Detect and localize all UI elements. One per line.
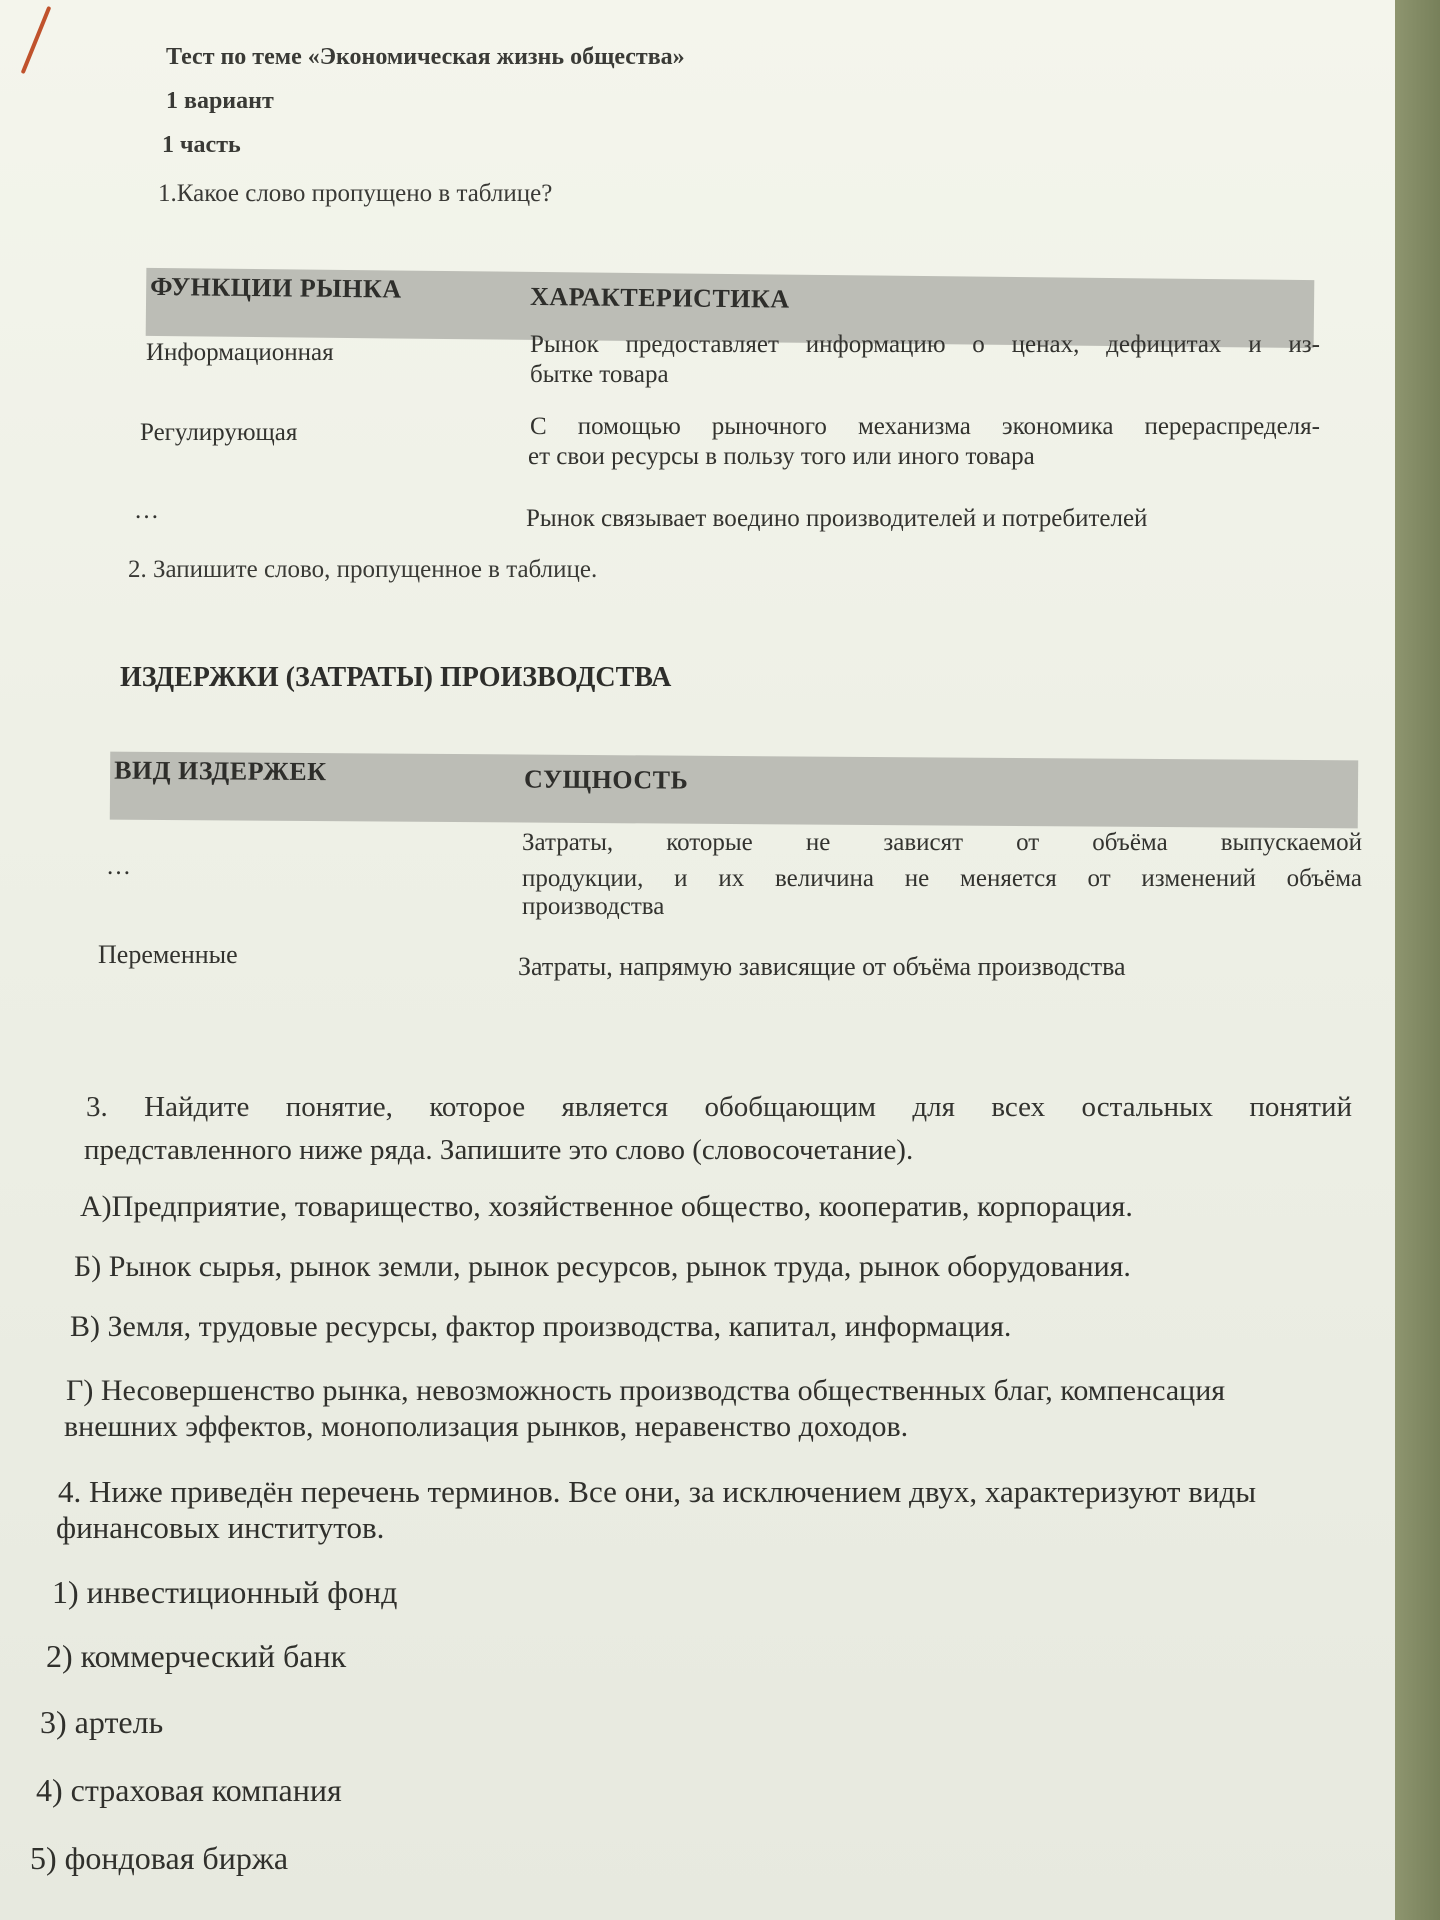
table-1-row-2-desc-line-1: С помощью рыночного механизма экономика перераспределя- xyxy=(530,413,1320,440)
table-2-row-1-desc-line-1: Затраты, которые не зависят от объёма выпускаемой xyxy=(522,829,1362,856)
table-2-row-1-desc-line-3: производства xyxy=(522,893,665,920)
question-3-text-line-2: представленного ниже ряда. Запишите это слово (словосочетание). xyxy=(84,1134,914,1166)
question-4-item-4: 4) страховая компания xyxy=(36,1772,342,1808)
question-3-option-c: В) Земля, трудовые ресурсы, фактор производства, капитал, информация. xyxy=(70,1310,1012,1343)
question-4-item-3: 3) артель xyxy=(40,1704,164,1740)
table-2-header xyxy=(110,752,1358,829)
table-surface-edge xyxy=(1395,0,1440,1920)
table-1-col1-header: ФУНКЦИИ РЫНКА xyxy=(150,271,402,304)
question-4-item-1: 1) инвестиционный фонд xyxy=(52,1574,398,1610)
question-4-item-2: 2) коммерческий банк xyxy=(46,1638,347,1674)
table-2-row-2-desc: Затраты, напрямую зависящие от объёма производства xyxy=(518,952,1126,981)
question-3-option-b: Б) Рынок сырья, рынок земли, рынок ресурсов, рынок труда, рынок оборудования. xyxy=(74,1250,1131,1283)
table-1-row-2-name: Регулирующая xyxy=(140,419,298,446)
table-2-col2-header: СУЩНОСТЬ xyxy=(523,764,689,795)
question-4-text-line-2: финансовых институтов. xyxy=(56,1510,385,1545)
table-1-row-2-desc-line-2: ет свои ресурсы в пользу того или иного товара xyxy=(528,443,1035,470)
question-4-text-line-1: 4. Ниже приведён перечень терминов. Все они, за исключением двух, характеризуют виды xyxy=(58,1474,1257,1509)
table-1-row-1-desc-line-1: Рынок предоставляет информацию о ценах, дефицитах и из- xyxy=(530,331,1320,358)
table-1-row-1-desc-line-2: бытке товара xyxy=(530,361,669,388)
table-1-row-3-name: … xyxy=(134,497,159,524)
table-2-row-1-desc-line-2: продукции, и их величина не меняется от изменений объёма xyxy=(522,865,1362,892)
question-3-option-a: А)Предприятие, товарищество, хозяйственное общество, кооператив, корпорация. xyxy=(80,1190,1133,1223)
question-2-text: 2. Запишите слово, пропущенное в таблице. xyxy=(128,556,598,583)
table-1-row-1-name: Информационная xyxy=(146,339,334,366)
table-1-col2-header: ХАРАКТЕРИСТИКА xyxy=(529,281,790,314)
question-3-text-line-1: 3. Найдите понятие, которое является обобщающим для всех остальных понятий xyxy=(86,1091,1352,1123)
test-title: Тест по теме «Экономическая жизнь общества» xyxy=(166,44,685,70)
question-3-option-d-line-2: внешних эффектов, монополизация рынков, неравенство доходов. xyxy=(64,1410,909,1443)
table-2-row-1-name: … xyxy=(106,853,131,880)
table-2-row-2-name: Переменные xyxy=(98,940,238,969)
question-1-text: 1.Какое слово пропущено в таблице? xyxy=(158,180,553,207)
variant-label: 1 вариант xyxy=(166,88,274,114)
question-3-option-d-line-1: Г) Несовершенство рынка, невозможность производства общественных благ, компенсация xyxy=(66,1374,1226,1407)
red-check-mark xyxy=(21,6,52,74)
part-label: 1 часть xyxy=(162,132,241,158)
table-2-col1-header: ВИД ИЗДЕРЖЕК xyxy=(114,755,327,787)
question-4-item-5: 5) фондовая биржа xyxy=(30,1840,289,1876)
table-1-row-3-desc: Рынок связывает воедино производителей и потребителей xyxy=(526,505,1148,532)
section-title-costs: ИЗДЕРЖКИ (ЗАТРАТЫ) ПРОИЗВОДСТВА xyxy=(120,662,672,693)
